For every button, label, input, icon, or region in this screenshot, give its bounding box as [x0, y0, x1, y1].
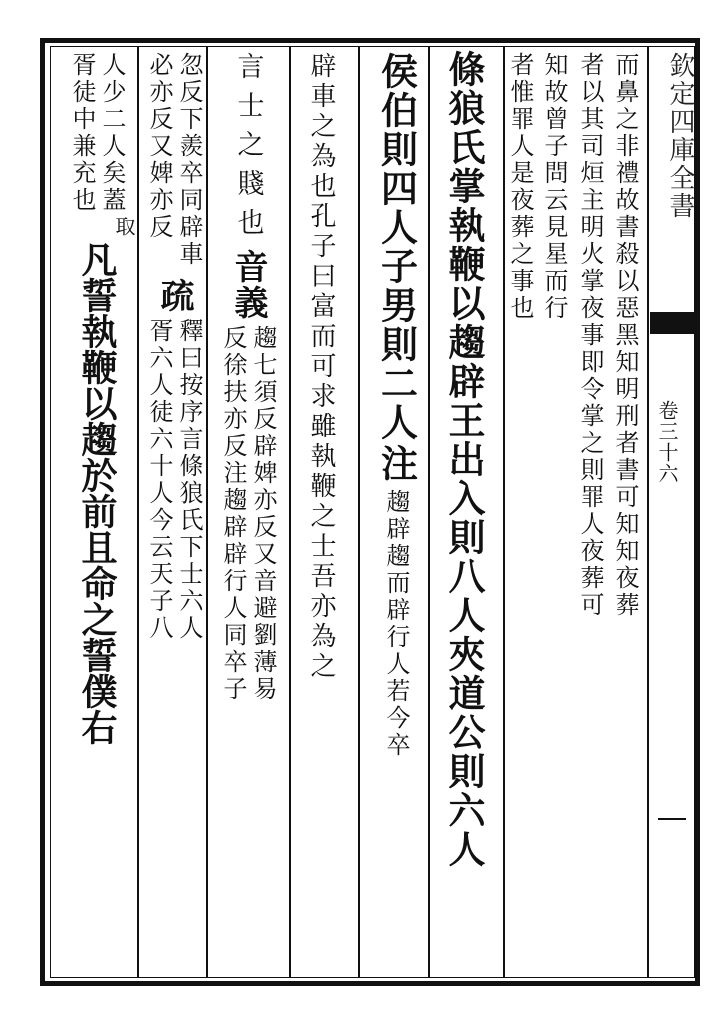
- annotation-line: 胥徒中兼充也: [68, 52, 96, 214]
- annotation-line: 知故曾子問云見星而行: [540, 52, 568, 322]
- margin-volume: 卷三十六: [655, 400, 679, 484]
- annotation-line: 必亦反又婢亦反: [145, 52, 173, 241]
- section-heading: 疏: [154, 278, 194, 314]
- annotation-line: 而鼻之非禮故書殺以惡黑知明刑者書可知知夜葬: [611, 52, 639, 619]
- phonetic-column: [212, 52, 284, 703]
- annotation-line: 趨七須反辟婢亦反又音避劉薄易: [249, 325, 277, 703]
- column-rule: [647, 46, 649, 978]
- column-rule: [206, 46, 208, 978]
- annotation-line: 釋曰按序言條狼氏下士六人: [175, 318, 203, 642]
- margin-title: 欽定四庫全書: [665, 52, 695, 220]
- annotation-line: 反徐扶亦反注趨辟辟行人同卒子: [219, 325, 247, 703]
- main-text-column: [368, 52, 424, 759]
- commentary-marker: 注: [374, 444, 419, 483]
- main-text: 凡誓執鞭以趨於前且命之誓僕右: [76, 241, 118, 745]
- main-text-column: [60, 52, 134, 745]
- main-text: 侯伯則四人子男則二人: [374, 52, 419, 442]
- column-rule: [289, 46, 291, 978]
- column-rule: [137, 46, 139, 978]
- annotation-char: 取: [112, 216, 136, 239]
- section-heading: 音義: [228, 249, 268, 321]
- commentary-column: [143, 52, 205, 642]
- column-rule: [428, 46, 430, 978]
- annotation-line: 言士之賤也: [232, 52, 264, 247]
- main-text-column: 條狼氏掌執鞭以趨辟王出入則八人夾道公則六人: [442, 50, 486, 869]
- annotation-line: 者以其司烜主明火掌夜事即令掌之則罪人夜葬可: [576, 52, 604, 619]
- annotation-line: 忽反下羨卒同辟車: [175, 52, 203, 268]
- column-rule: [358, 46, 360, 978]
- annotation-line: 趨辟趨而辟行人若今卒: [382, 489, 410, 759]
- column-rule: [503, 46, 505, 978]
- annotation-line: 胥六人徒六十人今云天子八: [145, 318, 173, 642]
- annotation-line: 辟車之為也孔子曰富而可求雖執鞭之士吾亦為之: [306, 52, 336, 682]
- annotation-line: 者惟罪人是夜葬之事也: [506, 52, 534, 322]
- annotation-line: 人少二人矣蓋: [98, 52, 126, 214]
